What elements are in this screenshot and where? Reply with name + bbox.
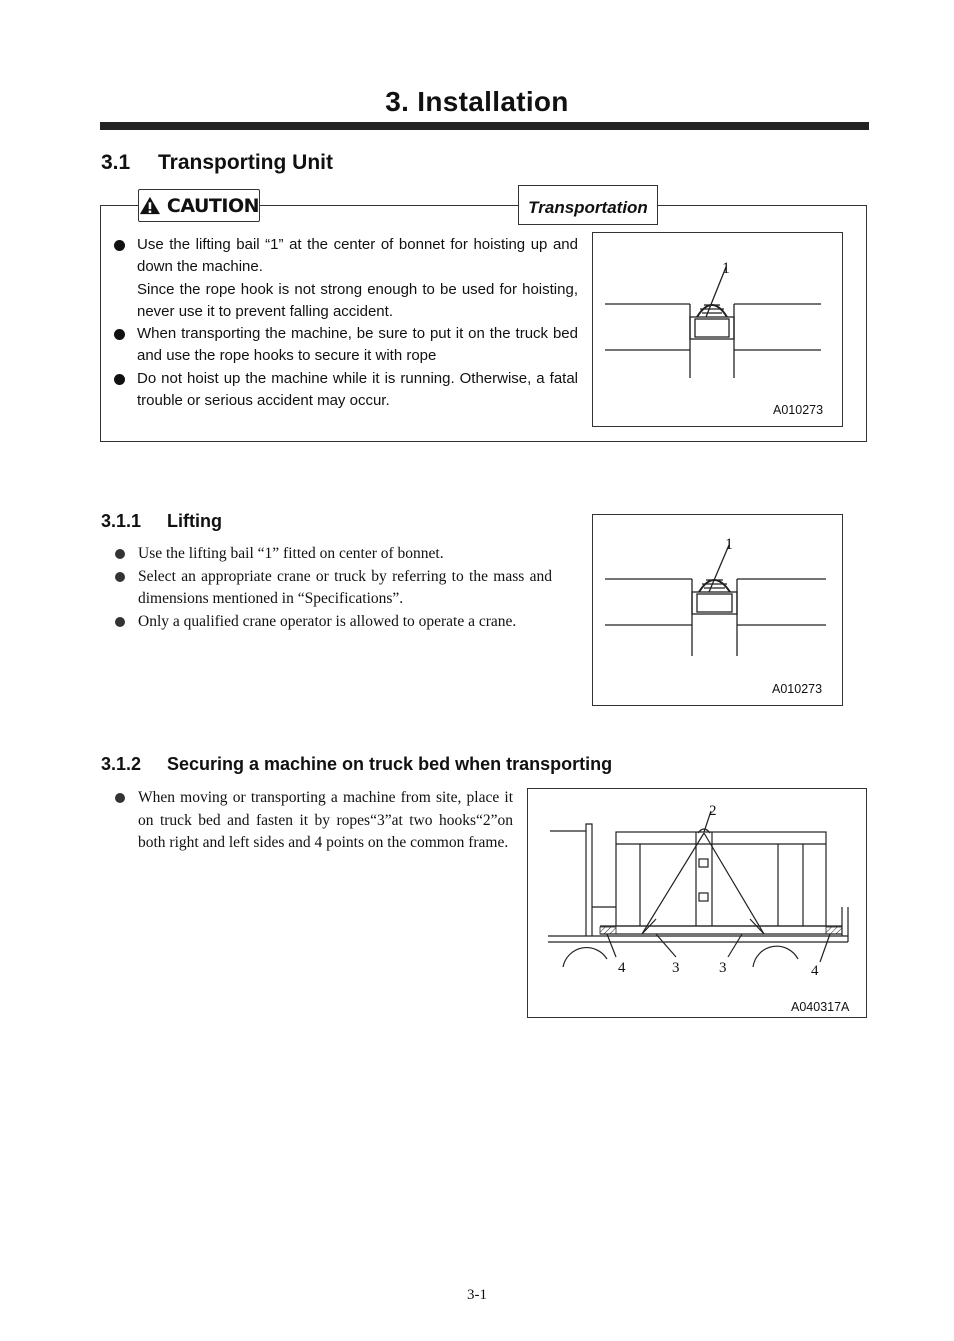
bullet-icon bbox=[115, 617, 125, 627]
figure-code: A040317A bbox=[791, 1000, 850, 1014]
truck-securing-figure bbox=[527, 788, 867, 1018]
point-callout-right: 4 bbox=[811, 963, 819, 979]
subsection-number: 3.1.1 bbox=[101, 511, 142, 531]
callout-label: 1 bbox=[725, 536, 733, 553]
list-item: Do not hoist up the machine while it is running. Otherwise, a fatal trouble or serious accident may occur. bbox=[114, 368, 578, 413]
caution-list bbox=[114, 234, 578, 412]
section-heading bbox=[101, 151, 333, 175]
securing-list bbox=[115, 787, 513, 855]
lifting-bail-drawing bbox=[593, 233, 842, 426]
caution-text: CAUTION bbox=[166, 194, 259, 217]
bullet-icon bbox=[114, 240, 125, 251]
caution-topic: Transportation bbox=[518, 185, 658, 225]
list-item: Only a qualified crane operator is allowed to operate a crane. bbox=[115, 611, 552, 634]
lifting-figure bbox=[592, 514, 843, 706]
list-item: When transporting the machine, be sure to put it on the truck bed and use the rope hooks to secure it with rope bbox=[114, 323, 578, 368]
subsection-heading-lifting bbox=[101, 511, 222, 532]
lifting-list bbox=[115, 543, 552, 633]
point-callout-left: 4 bbox=[618, 960, 626, 976]
list-item: Use the lifting bail “1” fitted on center of bonnet. bbox=[115, 543, 552, 566]
chapter-title: 3. Installation bbox=[385, 86, 569, 117]
bullet-icon bbox=[115, 549, 125, 559]
rope-callout-left: 3 bbox=[672, 960, 680, 976]
figure-code: A010273 bbox=[772, 682, 823, 696]
figure-code: A010273 bbox=[773, 403, 824, 417]
bullet-icon bbox=[114, 374, 125, 385]
callout-label: 1 bbox=[722, 260, 730, 277]
hook-callout: 2 bbox=[709, 803, 717, 819]
list-item: When moving or transporting a machine from site, place it on truck bed and fasten it by ropes“3”at two hooks“2”on both right and left sides and 4 points on the common frame. bbox=[115, 787, 513, 855]
page-number: 3-1 bbox=[467, 1287, 487, 1303]
bullet-icon bbox=[114, 329, 125, 340]
lifting-bail-figure bbox=[592, 232, 843, 427]
subsection-title: Securing a machine on truck bed when transporting bbox=[167, 754, 613, 774]
lifting-bail-drawing bbox=[593, 515, 842, 705]
title-rule bbox=[100, 122, 869, 130]
subsection-number: 3.1.2 bbox=[101, 754, 142, 774]
rope-callout-right: 3 bbox=[719, 960, 727, 976]
list-item: Use the lifting bail “1” at the center of bonnet for hoisting up and down the machine. Since the rope hook is not strong enough to be used for hoisting, never use it to prevent falling accident. bbox=[114, 234, 578, 323]
section-number: 3.1 bbox=[101, 151, 131, 174]
bullet-icon bbox=[115, 793, 125, 803]
list-item: Select an appropriate crane or truck by referring to the mass and dimensions mentioned in “Specifications”. bbox=[115, 566, 552, 611]
bullet-icon bbox=[115, 572, 125, 582]
subsection-title: Lifting bbox=[167, 511, 222, 531]
warning-icon bbox=[139, 195, 161, 216]
section-title: Transporting Unit bbox=[158, 151, 333, 174]
subsection-heading-securing bbox=[101, 754, 612, 775]
caution-label bbox=[138, 189, 260, 222]
truck-securing-drawing bbox=[528, 789, 866, 1017]
